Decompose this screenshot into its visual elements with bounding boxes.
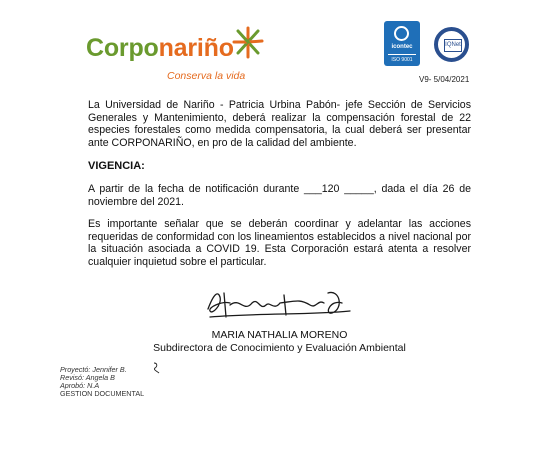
- covid-paragraph: Es importante señalar que se deberán coordinar y adelantar las acciones requeridas de conformidad con los lineamientos establecidos a nivel nacional por la situación asociada a COVID 19. Esta Corporación estará atenta a resolver cualquier inquietud sobre el particular.: [88, 218, 471, 268]
- icontec-iso-label: ISO 9001: [388, 54, 416, 63]
- icontec-label: icontec: [391, 44, 413, 50]
- logo-part-corpo: Corpo: [86, 34, 159, 62]
- slogan: Conserva la vida: [167, 70, 246, 82]
- handwritten-signature: [200, 287, 360, 321]
- vigencia-paragraph: A partir de la fecha de notificación durante ___120 _____, dada el día 26 de noviembre del 2021.: [88, 183, 471, 208]
- compensation-paragraph: La Universidad de Nariño - Patricia Urbina Pabón- jefe Sección de Servicios Generales y Mantenimiento, deberá realizar la compensación forestal de 22 especies forestales como medida compensatoria, la cual deberá ser presentar ante CORPONARIÑO, en pro de la calidad del ambiente.: [88, 99, 471, 149]
- vigencia-heading: VIGENCIA:: [88, 160, 145, 172]
- signer-title: Subdirectora de Conocimiento y Evaluación Ambiental: [153, 342, 406, 354]
- iqnet-certification-badge: [434, 27, 469, 62]
- footer-gestion: GESTION DOCUMENTAL: [60, 389, 145, 398]
- footer-proyecto: Proyectó: Jennifer B.: [60, 365, 127, 374]
- logo-part-narino: nariño: [158, 34, 234, 62]
- document-version: V9- 5/04/2021: [419, 75, 470, 84]
- leaf-burst-icon: [230, 24, 266, 60]
- signer-name: MARIA NATHALIA MORENO: [211, 329, 348, 341]
- footer-reviso: Revisó: Angela B: [60, 373, 115, 382]
- iqnet-label: IQNet: [444, 39, 462, 52]
- corponarino-logo: [86, 36, 234, 61]
- footer-aprobo: Aprobó: N.A: [60, 381, 100, 390]
- initials-mark-icon: [151, 362, 161, 374]
- icontec-certification-badge: [384, 21, 420, 66]
- icontec-ring-icon: [394, 26, 409, 41]
